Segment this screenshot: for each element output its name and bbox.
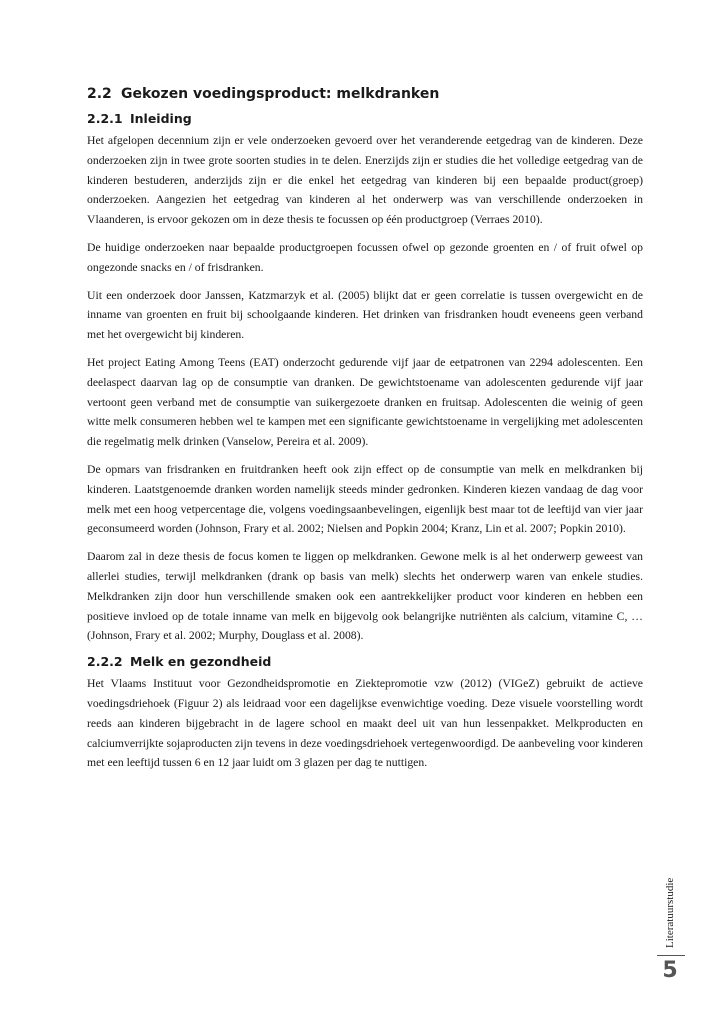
section-title: Gekozen voedingsproduct: melkdranken [121,86,440,102]
paragraph: Het afgelopen decennium zijn er vele onderzoeken gevoerd over het veranderende eetgedrag van de kinderen. Deze onderzoeken zijn in twee grote soorten studies in te delen. Enerzijds zijn er studies die het volledige eetgedrag van de kinderen bestuderen, anderzijds zijn er die enkel het eetgedrag van kinderen bij een bepaalde product(groep) onderzoeken. Aangezien het eetgedrag van kinderen al het onderwerp was van verschillende onderzoeken in Vlaanderen, is ervoor gekozen om in deze thesis te focussen op één productgroep (Verraes 2010). [87,134,643,227]
paragraph: De huidige onderzoeken naar bepaalde productgroepen focussen ofwel op gezonde groenten en / of fruit ofwel op ongezonde snacks en / of frisdranken. [87,240,643,274]
subsection-title: Inleiding [130,111,192,126]
paragraph: Het project Eating Among Teens (EAT) onderzocht gedurende vijf jaar de eetpatronen van 2294 adolescenten. Een deelaspect daarvan lag op de consumptie van dranken. De gewichtstoename van adolescenten gedurende vijf jaar vertoont geen verband met de consumptie van suikergezoete dranken en fruitsap. Adolescenten die weinig of geen witte melk consumeren hebben wel te kampen met een significante gewichtstoename in vergelijking met adolescenten die regelmatig melk drinken (Vanselow, Pereira et al. 2009). [87,355,643,449]
subsection-number: 2.2.1 [87,111,123,126]
subsection-title: Melk en gezondheid [130,654,272,670]
page-content [87,86,643,781]
paragraph: Daarom zal in deze thesis de focus komen te liggen op melkdranken. Gewone melk is al het onderwerp geweest van allerlei studies, terwijl melkdranken (drank op basis van melk) slechts het onderwerp waren van enkele studies. Melkdranken zijn door hun verschillende smaken ook een aantrekkelijker product voor kinderen en hebben een positieve invloed op de totale inname van melk en bijgevolg ook belangrijke nutriënten als calcium, vitamine C, … (Johnson, Frary et al. 2002; Murphy, Douglass et al. 2008). [87,550,643,643]
section-heading [87,86,643,102]
page-number: 5 [662,958,678,983]
subsection-heading-inleiding [87,111,643,126]
section-number: 2.2 [87,86,112,102]
page-number-divider [657,955,685,956]
chapter-side-label: Literatuurstudie [664,877,676,948]
subsection-heading-melk-en-gezondheid [87,654,643,669]
subsection-number: 2.2.2 [87,654,123,670]
paragraph: De opmars van frisdranken en fruitdranken heeft ook zijn effect op de consumptie van melk en melkdranken bij kinderen. Laatstgenoemde dranken worden namelijk steeds minder gedronken. Kinderen kiezen vandaag de dag voor melk met een hoog vetpercentage die, volgens voedingsaanbevelingen, eigenlijk best maar tot de leeftijd van vier jaar geconsumeerd worden (Johnson, Frary et al. 2002; Nielsen and Popkin 2004; Kranz, Lin et al. 2007; Popkin 2010). [87,462,643,536]
paragraph: Uit een onderzoek door Janssen, Katzmarzyk et al. (2005) blijkt dat er geen correlatie is tussen overgewicht en de inname van groenten en fruit bij schoolgaande kinderen. Het drinken van frisdranken houdt eveneens geen verband met het overgewicht bij kinderen. [87,288,643,342]
paragraph: Het Vlaams Instituut voor Gezondheidspromotie en Ziektepromotie vzw (2012) (VIGeZ) gebruikt de actieve voedingsdriehoek (Figuur 2) als leidraad voor een dagelijkse evenwichtige voeding. Deze visuele voorstelling wordt reeds aan kinderen bijgebracht in de lagere school en maakt deel uit van hun lessenpakket. Melkproducten en calciumverrijkte sojaproducten zijn tevens in deze voedingsdriehoek vertegenwoordigd. De aanbeveling voor kinderen met een leeftijd tussen 6 en 12 jaar luidt om 3 glazen per dag te nuttigen. [87,677,643,770]
